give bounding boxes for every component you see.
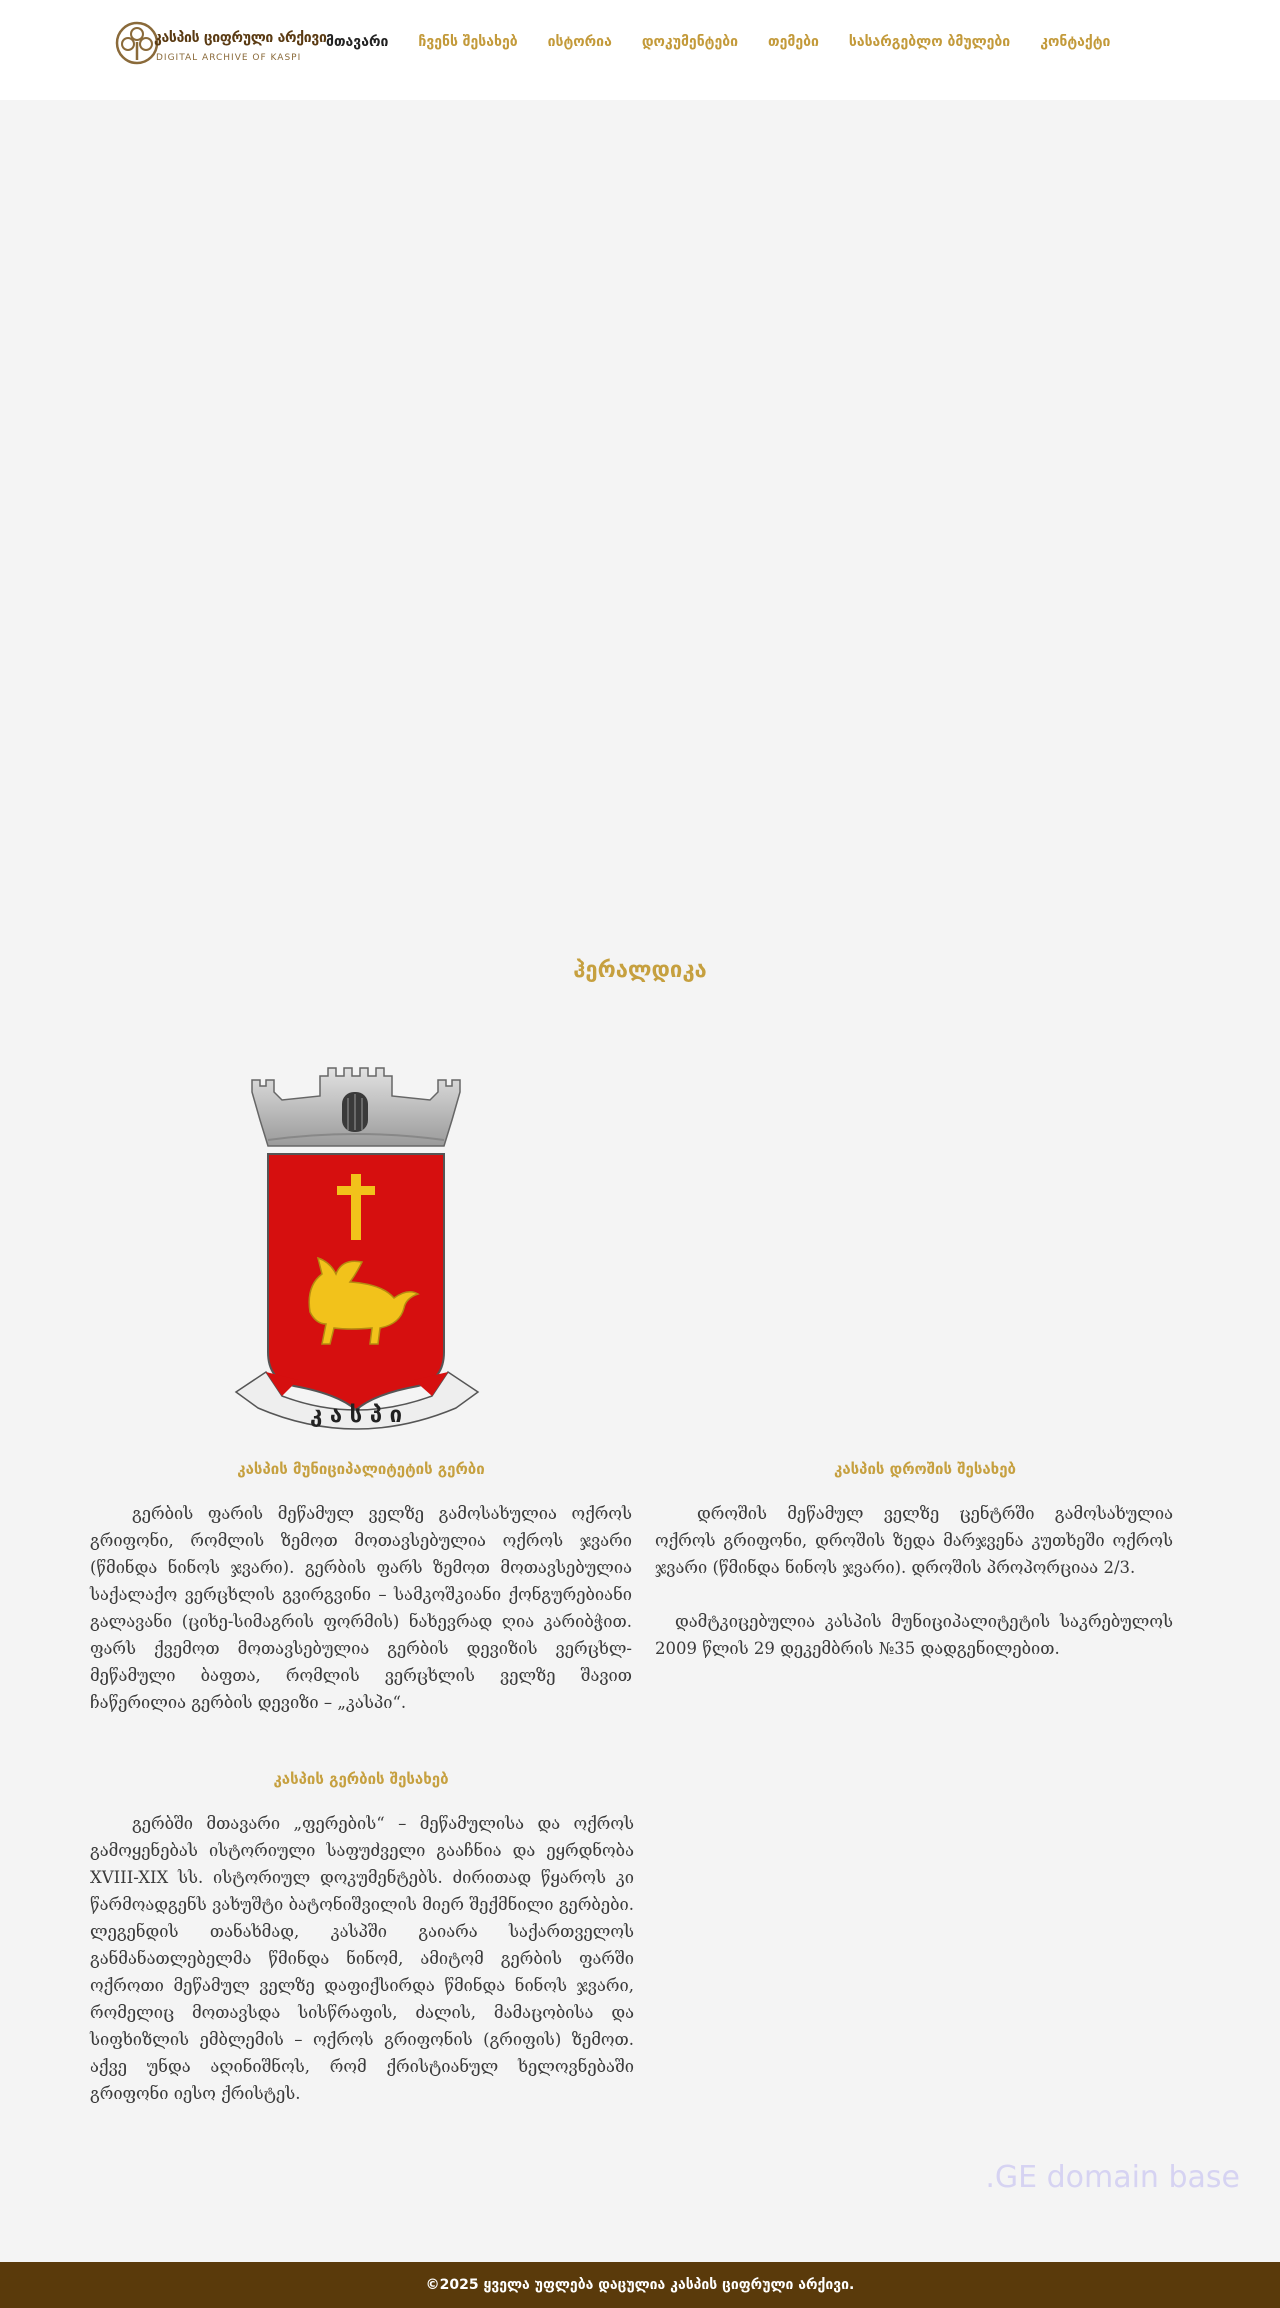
nav-item-documents[interactable]: დოკუმენტები: [641, 34, 738, 50]
flag-description: დროშის მეწამულ ველზე ცენტრში გამოსახულია ოქროს გრიფონი, დროშის ზედა მარჯვენა კუთხეში ოქროს ჯვარი (წმინდა ნინოს ჯვარი). დროშის პროპორციაა 2/3.: [655, 1504, 1173, 1577]
flag-caption: კასპის დროშის შესახებ: [834, 1460, 1016, 1478]
coat-banner-motto: კ ა ს პ ი: [309, 1403, 403, 1428]
nav-item-topics[interactable]: თემები: [768, 34, 819, 50]
page-title: ჰერალდიკა: [573, 958, 707, 983]
site-header: [0, 0, 1280, 100]
logo-subtitle: DIGITAL ARCHIVE OF KASPI: [156, 53, 302, 63]
hero-banner: [0, 100, 1280, 920]
nav-item-home[interactable]: მთავარი: [326, 34, 389, 50]
main-nav: [326, 34, 1140, 50]
flag-approval: დამტკიცებულია კასპის მუნიციპალიტეტის საკრებულოს 2009 წლის 29 დეკემბრის №35 დადგენილებით.: [655, 1612, 1173, 1658]
nav-item-useful-links[interactable]: სასარგებლო ბმულები: [848, 34, 1011, 50]
site-logo[interactable]: [114, 20, 327, 80]
nav-item-contact[interactable]: კონტაქტი: [1040, 34, 1111, 50]
site-footer: ©2025 ყველა უფლება დაცულია კასპის ციფრული არქივი.: [0, 2262, 1280, 2308]
logo-title: კასპის ციფრული არქივი: [154, 30, 327, 46]
about-description: გერბში მთავარი „ფერების“ – მეწამულისა და ოქროს გამოყენებას ისტორიული საფუძველი გააჩნია და ეყრდნობა XVIII-XIX სს. ისტორიულ დოკუმენტებს. ძირითად წყაროს კი წარმოადგენს ვახუშტი ბატონიშვილის მიერ შექმნილი გერბები. ლეგენდის თანახმად, კასპში გაიარა საქართველოს განმანათლებელმა წმინდა ნინომ, ამიტომ გერბის ფარში ოქროთი მეწამულ ველზე დაფიქსირდა წმინდა ნინოს ჯვარი, რომელიც მოთავსდა სისწრაფის, ძალის, მამაცობისა და სიფხიზლის ემბლემის – ოქროს გრიფონის (გრიფის) ზემოთ. აქვე უნდა აღინიშნოს, რომ ქრისტიანულ ხელოვნებაში გრიფონი იესო ქრისტეს.: [90, 1814, 634, 2103]
nav-item-about[interactable]: ჩვენს შესახებ: [418, 34, 518, 50]
coat-description: გერბის ფარის მეწამულ ველზე გამოსახულია ოქროს გრიფონი, რომლის ზემოთ მოთავსებულია ოქროს ჯვარი (წმინდა ნინოს ჯვარი). გერბის ფარს ზემოთ მოთავსებულია საქალაქო ვერცხლის გვირგვინი – სამკოშკიანი ქონგურებიანი გალავანი (ციხე-სიმაგრის ფორმის) ნახევრად ღია კარიბჭით. ფარს ქვემოთ მოთავსებულია გერბის დევიზის ვერცხლ-მეწამული ბაფთა, რომლის ვერცხლის ველზე შავით ჩაწერილია გერბის დევიზი – „კასპი“.: [90, 1504, 632, 1712]
domain-watermark[interactable]: .GE domain base: [985, 2160, 1240, 2195]
about-caption: კასპის გერბის შესახებ: [273, 1770, 449, 1788]
coat-of-arms-icon: [222, 1062, 500, 1442]
coat-caption: კასპის მუნიციპალიტეტის გერბი: [237, 1460, 485, 1478]
nav-item-history[interactable]: ისტორია: [547, 34, 612, 50]
